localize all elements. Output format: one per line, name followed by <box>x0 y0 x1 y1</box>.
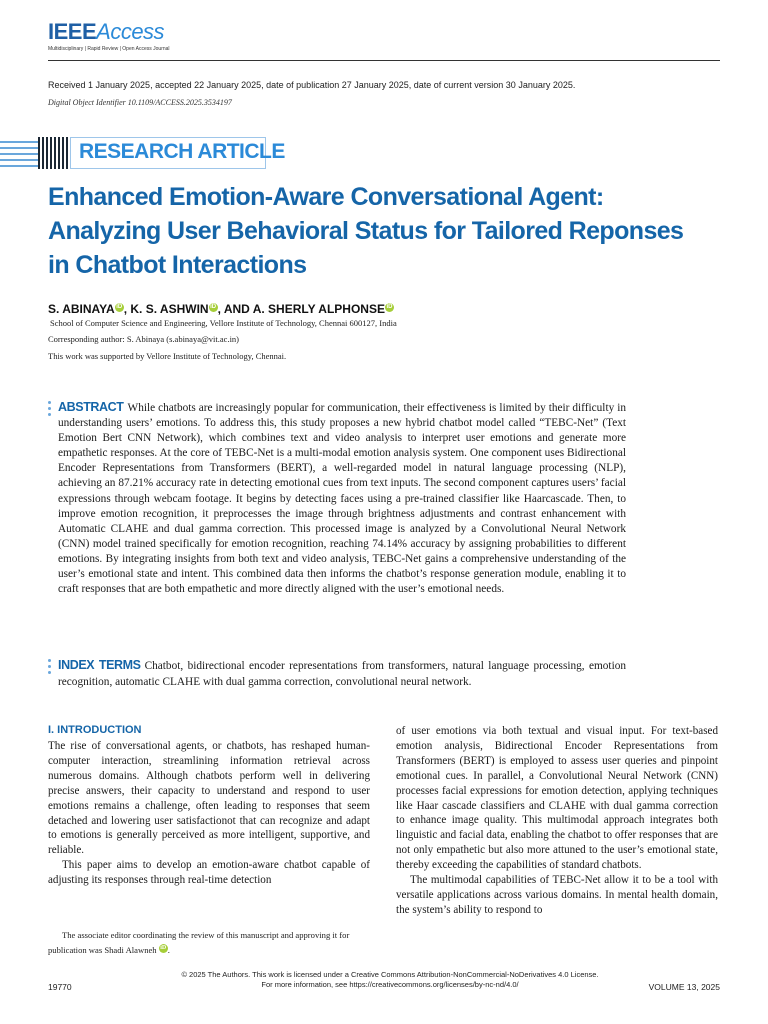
paper-title: Enhanced Emotion-Aware Conversational Agent: Analyzing User Behavioral Status for Tailored Reponses in Chatbot Interactions <box>48 183 684 279</box>
author-list <box>48 302 394 316</box>
abstract-text: While chatbots are increasingly popular for communication, their effectiveness is limited by their difficulty in understanding users’ emotions. To address this, this study proposes a new hybrid chatbot model called “TEBC-Net” (Text Emotion Bert CNN Network), which combines text and video analysis to interpret user emotions and generate more empathetic responses. At the core of TEBC-Net is a multi-modal emotion analysis system. One component uses Bidirectional Encoder Representations from Transformers (BERT), a well-regarded model in natural language processing (NLP), achieving an 87.21% accuracy rate in detecting emotional cues from text inputs. The second component captures users’ facial expressions through webcam footage. It begins by detecting faces using a pre-trained classifier like Haarcascade. Then, to improve emotion recognition, it preprocesses the image through brightness adjustments and contrast enhancement with Automatic CLAHE and dual gamma correction. This processed image is analyzed by a Convolutional Neural Network (CNN) model trained specifically for emotion recognition, reaching 74.14% accuracy by assigning probabilities to different emotions. By integrating insights from both text and video analysis, TEBC-Net gains a comprehensive understanding of the user’s emotional state and intent. This combined data then informs the chatbot’s response generation module, enabling it to craft responses that are both empathetic and more directly aligned with the user’s emotional needs. <box>58 402 626 596</box>
index-terms-label: INDEX TERMS <box>58 658 141 672</box>
license-notice <box>150 970 630 990</box>
orcid-icon[interactable]: iD <box>386 304 393 310</box>
logo-access: Access <box>96 19 165 44</box>
journal-logo <box>48 20 164 44</box>
orcid-icon[interactable]: iD <box>116 304 123 310</box>
license-line: © 2025 The Authors. This work is licensed under a Creative Commons Attribution-NonCommercial-NoDerivatives 4.0 License. <box>181 970 599 979</box>
page-number: 19770 <box>48 982 72 992</box>
editor-footnote: The associate editor coordinating the review of this manuscript and approving it for publication was Shadi Alawneh iD . <box>48 930 350 955</box>
abstract-label: ABSTRACT <box>58 400 124 414</box>
author-1: S. ABINAYA <box>48 302 115 316</box>
paragraph: The rise of conversational agents, or chatbots, has reshaped human-computer interaction, streamlining information retrieval across numerous domains. Although chatbots perform well in delivering precise answers, their capacity to understand and respond to user emotions remains a challenge, often leading to responses that seem detached and lowering user satisfactionot that can recognize and adapt to emotions is generally perceived as more intelligent, supportive, and reliable. <box>48 740 370 857</box>
column-right <box>396 724 718 918</box>
section-heading: I. INTRODUCTION <box>48 724 142 736</box>
volume-label: VOLUME 13, 2025 <box>648 982 720 992</box>
index-terms <box>58 658 626 690</box>
article-type-label: RESEARCH ARTICLE <box>79 140 285 163</box>
doi-line: Digital Object Identifier 10.1109/ACCESS.2025.3534197 <box>48 98 232 107</box>
orcid-icon[interactable]: iD <box>210 304 217 310</box>
footnote-text: The associate editor coordinating the review of this manuscript and approving it for publication was Shadi Alawneh <box>48 930 350 955</box>
paragraph: This paper aims to develop an emotion-aware chatbot capable of adjusting its responses through real-time detection <box>48 859 370 887</box>
logo-ieee: IEEE <box>48 19 97 44</box>
affiliation: School of Computer Science and Engineering, Vellore Institute of Technology, Chennai 600127, India <box>50 318 397 328</box>
abstract-marker <box>48 401 51 419</box>
logo-tagline: Multidisciplinary | Rapid Review | Open Access Journal <box>48 46 170 52</box>
received-dates: Received 1 January 2025, accepted 22 January 2025, date of publication 27 January 2025, date of current version 30 January 2025. <box>48 80 576 90</box>
funding-note: This work was supported by Vellore Institute of Technology, Chennai. <box>48 351 287 361</box>
corresponding-author: Corresponding author: S. Abinaya (s.abinaya@vit.ac.in) <box>48 334 240 344</box>
license-link[interactable]: For more information, see https://creativecommons.org/licenses/by-nc-nd/4.0/ <box>261 980 519 989</box>
banner-barcode <box>38 137 68 169</box>
header-rule <box>48 60 720 61</box>
author-3: , AND A. SHERLY ALPHONSE <box>217 302 385 316</box>
index-terms-marker <box>48 659 51 677</box>
paragraph: of user emotions via both textual and visual input. For text-based emotion analysis, Bidirectional Encoder Representations from Transformers (BERT) is employed to assess user queries and pinpoint emotional cues. In parallel, a Convolutional Neural Network (CNN) processes facial expressions for emotion detection, applying techniques like Haar cascade classifiers and CLAHE with dual gamma correction to enhance image quality. This multimodal approach integrates both linguistic and facial data, enabling the chatbot to offer responses that are not only empathetic but also more attuned to the user’s emotional state, thereby exceeding the capabilities of standard chatbots. <box>396 725 718 872</box>
index-terms-text: Chatbot, bidirectional encoder representations from transformers, natural language processing, emotion recognition, automatic CLAHE with dual gamma correction, convolutional neural network. <box>58 660 626 688</box>
abstract <box>58 400 626 597</box>
author-2: , K. S. ASHWIN <box>123 302 209 316</box>
paragraph: The multimodal capabilities of TEBC-Net allow it to be a tool with versatile applications across various domains. In mental health domain, the system’s ability to respond to <box>396 874 718 916</box>
column-left <box>48 739 370 888</box>
orcid-icon[interactable]: iD <box>160 945 167 952</box>
